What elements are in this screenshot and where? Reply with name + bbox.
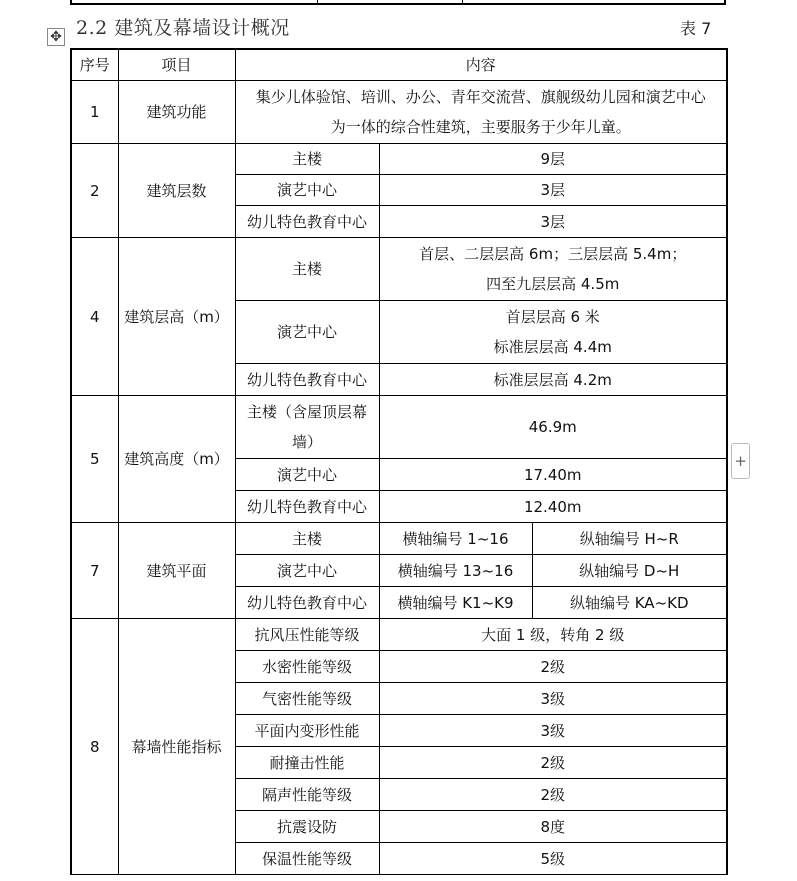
content-line: 集少儿体验馆、培训、办公、青年交流营、旗舰级幼儿园和演艺中心 [255, 88, 706, 106]
row-item: 幕墙性能指标 [118, 619, 235, 875]
horizontal-axis: 横轴编号 1~16 [379, 523, 532, 555]
sub-value: 大面 1 级，转角 2 级 [379, 619, 727, 651]
header-item: 项目 [118, 49, 235, 81]
horizontal-axis: 横轴编号 13~16 [379, 555, 532, 587]
label-line: 主楼（含屋顶层幕 [246, 403, 367, 421]
content-line: 四至九层层高 4.5m [486, 275, 620, 293]
row-no: 7 [71, 523, 118, 619]
content-line: 首层、二层层高 6m；三层层高 5.4m； [419, 245, 687, 263]
row-item: 建筑层数 [118, 144, 235, 238]
move-table-icon[interactable]: ✥ [47, 28, 65, 46]
row-item: 建筑平面 [118, 523, 235, 619]
sub-value: 17.40m [379, 459, 727, 491]
sub-label: 气密性能等级 [235, 683, 379, 715]
sub-label: 水密性能等级 [235, 651, 379, 683]
row-item: 建筑功能 [118, 81, 235, 144]
sub-label: 保温性能等级 [235, 843, 379, 875]
row-no: 5 [71, 396, 118, 523]
sub-value [379, 301, 727, 364]
table-row [71, 523, 727, 555]
vertical-axis: 纵轴编号 KA~KD [532, 587, 727, 619]
sub-value [379, 238, 727, 301]
sub-value: 2级 [379, 747, 727, 779]
sub-label: 演艺中心 [235, 459, 379, 491]
sub-value: 3级 [379, 683, 727, 715]
add-column-icon[interactable]: + [731, 443, 750, 479]
sub-value: 8度 [379, 811, 727, 843]
sub-value: 2级 [379, 779, 727, 811]
vertical-axis: 纵轴编号 H~R [532, 523, 727, 555]
horizontal-axis: 横轴编号 K1~K9 [379, 587, 532, 619]
sub-label: 幼儿特色教育中心 [235, 491, 379, 523]
header-content: 内容 [235, 49, 727, 81]
table-row [71, 238, 727, 301]
sub-label: 平面内变形性能 [235, 715, 379, 747]
table-row [71, 396, 727, 459]
sub-value: 46.9m [379, 396, 727, 459]
header-no: 序号 [71, 49, 118, 81]
sub-label: 主楼 [235, 144, 379, 175]
sub-label: 幼儿特色教育中心 [235, 206, 379, 238]
previous-table-divider [462, 0, 463, 3]
table-row [71, 81, 727, 144]
sub-label: 幼儿特色教育中心 [235, 587, 379, 619]
sub-label: 抗风压性能等级 [235, 619, 379, 651]
sub-label [235, 396, 379, 459]
row-no: 2 [71, 144, 118, 238]
sub-value: 9层 [379, 144, 727, 175]
sub-value: 5级 [379, 843, 727, 875]
row-no: 4 [71, 238, 118, 396]
row-no: 8 [71, 619, 118, 875]
sub-label: 演艺中心 [235, 555, 379, 587]
previous-table-bottom [70, 0, 726, 5]
content-line: 标准层层高 4.4m [493, 338, 612, 356]
sub-label: 演艺中心 [235, 301, 379, 364]
row-item: 建筑高度（m） [118, 396, 235, 523]
sub-label: 主楼 [235, 523, 379, 555]
building-overview-table [70, 48, 728, 875]
sub-value: 标准层层高 4.2m [379, 364, 727, 396]
previous-table-divider [317, 0, 318, 3]
vertical-axis: 纵轴编号 D~H [532, 555, 727, 587]
content-line: 首层层高 6 米 [505, 308, 600, 326]
table-number: 表 7 [680, 19, 712, 38]
row-content [235, 81, 727, 144]
row-item: 建筑层高（m） [118, 238, 235, 396]
sub-label: 幼儿特色教育中心 [235, 364, 379, 396]
row-no: 1 [71, 81, 118, 144]
table-row [71, 619, 727, 651]
table-row [71, 144, 727, 175]
sub-value: 2级 [379, 651, 727, 683]
sub-value: 3层 [379, 175, 727, 206]
sub-label: 隔声性能等级 [235, 779, 379, 811]
sub-value: 3级 [379, 715, 727, 747]
sub-value: 12.40m [379, 491, 727, 523]
sub-value: 3层 [379, 206, 727, 238]
sub-label: 主楼 [235, 238, 379, 301]
sub-label: 演艺中心 [235, 175, 379, 206]
label-line: 墙） [291, 433, 322, 451]
sub-label: 耐撞击性能 [235, 747, 379, 779]
content-line: 为一体的综合性建筑，主要服务于少年儿童。 [330, 118, 631, 136]
sub-label: 抗震设防 [235, 811, 379, 843]
section-title: 2.2 建筑及幕墙设计概况 [76, 17, 290, 39]
header-row [71, 49, 727, 81]
